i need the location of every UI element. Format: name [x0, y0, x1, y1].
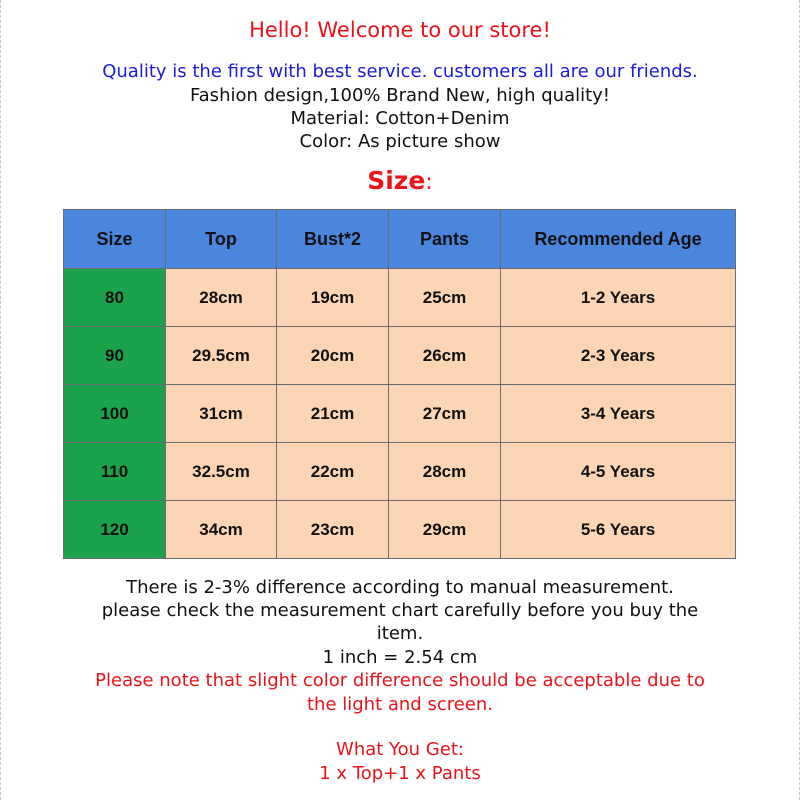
size-cell: 100: [64, 385, 166, 443]
inch-conversion-note: 1 inch = 2.54 cm: [322, 647, 478, 668]
check-chart-note-line1: please check the measurement chart carefully before you buy the: [101, 600, 699, 621]
table-row: [64, 385, 736, 443]
header-recommended-age: Recommended Age: [501, 210, 736, 269]
pants-cell: 26cm: [389, 327, 501, 385]
age-cell: 2-3 Years: [501, 327, 736, 385]
bust-cell: 20cm: [277, 327, 389, 385]
bust-cell: 19cm: [277, 269, 389, 327]
color-difference-note-line2: the light and screen.: [306, 694, 494, 715]
top-cell: 28cm: [166, 269, 277, 327]
size-heading-text: Size: [367, 166, 426, 195]
table-row: [64, 501, 736, 559]
color-line: Color: As picture show: [299, 131, 501, 152]
header-size: Size: [64, 210, 166, 269]
measurement-difference-note: There is 2-3% difference according to manual measurement.: [126, 577, 674, 598]
bust-cell: 23cm: [277, 501, 389, 559]
pants-cell: 29cm: [389, 501, 501, 559]
age-cell: 4-5 Years: [501, 443, 736, 501]
size-cell: 90: [64, 327, 166, 385]
table-row: [64, 269, 736, 327]
bust-cell: 22cm: [277, 443, 389, 501]
size-cell: 110: [64, 443, 166, 501]
package-contents: 1 x Top+1 x Pants: [319, 763, 481, 784]
size-cell: 120: [64, 501, 166, 559]
color-difference-note-line1: Please note that slight color difference should be acceptable due to: [95, 670, 705, 691]
bust-cell: 21cm: [277, 385, 389, 443]
what-you-get-heading: What You Get:: [336, 739, 464, 760]
table-row: [64, 443, 736, 501]
table-header-row: [64, 210, 736, 269]
header-bust: Bust*2: [277, 210, 389, 269]
size-cell: 80: [64, 269, 166, 327]
age-cell: 3-4 Years: [501, 385, 736, 443]
pants-cell: 25cm: [389, 269, 501, 327]
top-cell: 32.5cm: [166, 443, 277, 501]
table-row: [64, 327, 736, 385]
quality-slogan: Quality is the first with best service. customers all are our friends.: [102, 61, 698, 82]
design-line: Fashion design,100% Brand New, high quality!: [189, 85, 611, 106]
material-line: Material: Cotton+Denim: [290, 108, 510, 129]
size-heading-colon: :: [425, 170, 433, 195]
age-cell: 1-2 Years: [501, 269, 736, 327]
pants-cell: 27cm: [389, 385, 501, 443]
welcome-title: Hello! Welcome to our store!: [249, 18, 551, 42]
check-chart-note-line2: item.: [376, 623, 424, 644]
size-chart-table: [63, 209, 736, 559]
header-pants: Pants: [389, 210, 501, 269]
pants-cell: 28cm: [389, 443, 501, 501]
age-cell: 5-6 Years: [501, 501, 736, 559]
top-cell: 29.5cm: [166, 327, 277, 385]
top-cell: 31cm: [166, 385, 277, 443]
header-top: Top: [166, 210, 277, 269]
size-heading: [1, 168, 799, 194]
top-cell: 34cm: [166, 501, 277, 559]
